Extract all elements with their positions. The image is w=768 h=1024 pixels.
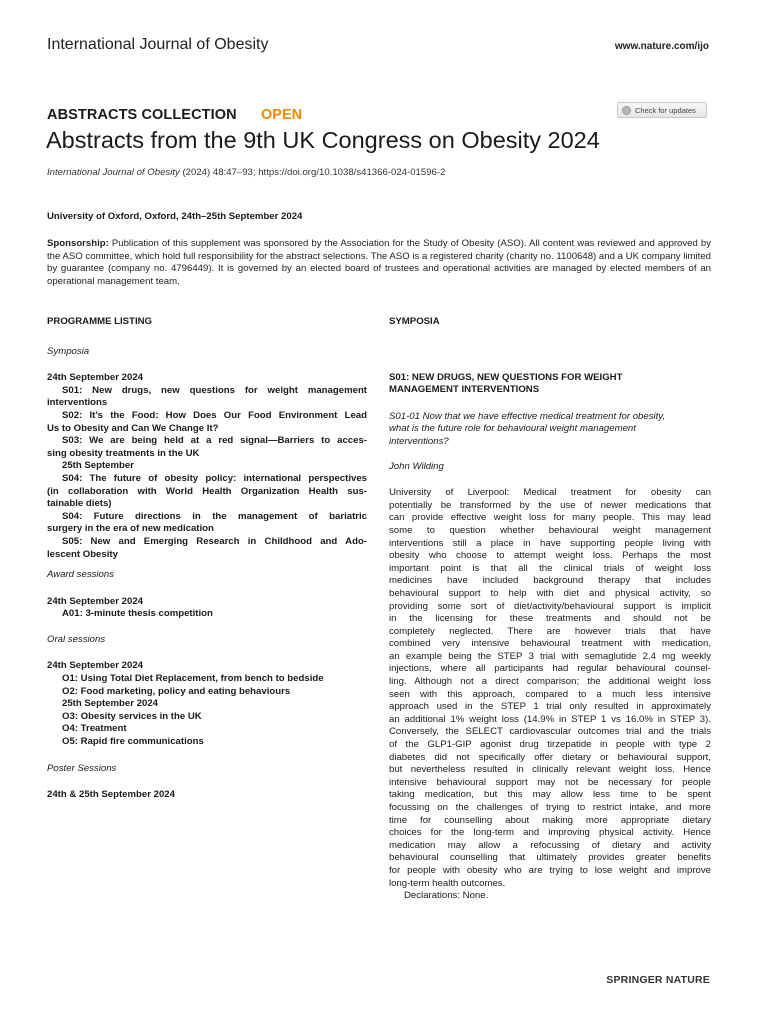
abstract-body-line: completely neglected. There are however trials that have [389,625,711,637]
collection-label: ABSTRACTS COLLECTION [47,107,237,123]
abstract-body-line: injections, where all participants had regular behavioural counsel- [389,663,711,675]
abstract-body [389,487,711,890]
symposia-date-1: 24th September 2024 [47,372,143,384]
abstract-body-line: seen with this approach, compared to a much less intensive [389,688,711,700]
programme-item-s05-cont: lescent Obesity [47,548,118,560]
abstract-body-line: of the GLP1-GIP agonist drug tirzepatide in people with type 2 [389,739,711,751]
check-for-updates-button[interactable] [617,102,707,118]
s01-heading-line2: MANAGEMENT INTERVENTIONS [389,384,540,396]
abstract-body-line: time for counselling about making more appropriate dietary [389,814,711,826]
programme-item-o4: O4: Treatment [62,723,127,735]
abstract-body-line: for people with obesity who are trying to lose weight and improve [389,864,711,876]
sponsorship-label: Sponsorship: [47,238,109,249]
symposia-label: Symposia [47,345,90,357]
publisher-logo [606,974,710,986]
poster-date: 24th & 25th September 2024 [47,789,175,801]
page-title: Abstracts from the 9th UK Congress on Obesity 2024 [46,127,600,153]
declarations: Declarations: None. [404,890,489,902]
abstract-body-line: approach used in the STEP 1 trial only resulted in approximately [389,701,711,713]
programme-item-s04-policy: S04: The future of obesity policy: international perspectives [62,472,367,484]
poster-sessions-label: Poster Sessions [47,762,117,774]
abstract-body-line: in the licensing for these treatments and should not be [389,613,711,625]
journal-name[interactable]: International Journal of Obesity [47,36,269,53]
citation [47,167,445,178]
abstract-body-line: providing some sort of diet/activity/behavioural support is implicit [389,600,711,612]
abstract-body-line: behavioural support to help with diet and physical activity, so [389,587,711,599]
citation-doi[interactable]: (2024) 48:47–93; https://doi.org/10.1038/s41366-024-01596-2 [179,167,446,178]
journal-url-link[interactable]: www.nature.com/ijo [614,41,709,52]
award-date: 24th September 2024 [47,595,143,607]
abstract-body-line: University of Liverpool: Medical treatment for obesity can [389,487,711,499]
publisher-name: SPRINGER NATURE [606,974,710,986]
abstract-body-line: diabetes did not specifically offer dietary or behavioural support, [389,751,711,763]
citation-journal: International Journal of Obesity [47,167,180,178]
programme-item-s04-bariatric: S04: Future directions in the management of bariatric [62,510,367,522]
abstract-body-line: combined very intensive behavioural treatment with medication, [389,638,711,650]
oral-date-1: 24th September 2024 [47,660,143,672]
programme-item-o5: O5: Rapid fire communications [62,736,204,748]
abstract-body-line: medication may allow a refocussing of dietary and activity [389,839,711,851]
oral-date-2: 25th September 2024 [62,698,158,710]
programme-item-s04-policy-cont: (in collaboration with World Health Organization Health sus- [47,485,367,497]
abstract-body-line: taking medication, but this may allow less time to be spent [389,789,711,801]
abstract-body-line: but nevertheless resulted in clinically relevant weight loss. Hence [389,764,711,776]
abstract-title-line1: S01-01 Now that we have effective medical treatment for obesity, [389,410,666,422]
s01-heading-line1: S01: NEW DRUGS, NEW QUESTIONS FOR WEIGHT [389,371,623,383]
abstract-body-line: Conversely, the SELECT cardiovascular outcomes trial and the trials [389,726,711,738]
symposia-date-2: 25th September [62,460,134,472]
congress-location: University of Oxford, Oxford, 24th–25th September 2024 [47,211,303,222]
oral-sessions-label: Oral sessions [47,633,106,645]
abstract-body-line: potentially be transformed by the use of newer medications that [389,499,711,511]
abstract-body-line: intensive behavioural support may not be necessary for people [389,776,711,788]
abstract-body-line: ling. Although not a direct comparison; the additional weight loss [389,676,711,688]
programme-item-o1: O1: Using Total Diet Replacement, from bench to bedside [62,673,324,685]
symposia-heading: SYMPOSIA [389,316,440,327]
abstract-body-line: some to question whether behavioural weight management [389,524,711,536]
sponsorship-paragraph [47,238,711,288]
abstract-body-line: medicines have included background therapy that includes [389,575,711,587]
check-updates-icon [622,106,631,115]
abstract-author: John Wilding [389,460,444,472]
programme-item-s01-cont: interventions [47,397,108,409]
programme-item-s05: S05: New and Emerging Research in Childhood and Ado- [62,535,367,547]
abstract-body-line: choices for the long-term and improving physical activity. Hence [389,827,711,839]
programme-item-s04-bariatric-cont: surgery in the era of new medication [47,523,214,535]
programme-item-s02: S02: It’s the Food: How Does Our Food Environment Lead [62,409,367,421]
abstract-body-line: focussing on the challenges of trying to restrict intake, and more [389,802,711,813]
abstract-title-line3: interventions? [389,435,449,447]
abstract-title-line2: what is the future role for behavioural weight management [389,423,636,435]
programme-item-s02-cont: Us to Obesity and Can We Change It? [47,422,219,434]
abstract-body-line: interventions still a place in have supporting people living with [389,537,711,549]
sponsorship-text: Publication of this supplement was sponsored by the Association for the Study of Obesity (ASO). All content was reviewed and approved by the ASO committee, which hold full responsibility for the abstract selections. The ASO is a registered charity (charity no. 1100648) and a UK company limited by guarantee (company no. 4796449). It is governed by an elected board of trustees and operational activities are managed by elected members of an operational management team. [47,238,711,287]
abstract-body-line: an example being the STEP 3 trial with semaglutide 2.4 mg weekly [389,650,711,662]
programme-listing-column [47,316,367,802]
abstract-body-line: can provide effective weight loss for many people. This may lead [389,512,711,524]
programme-item-s01: S01: New drugs, new questions for weight management [62,384,367,396]
symposia-column [389,316,711,903]
abstract-body-line: obesity who choose to attempt weight loss. Perhaps the most [389,550,711,562]
programme-heading: PROGRAMME LISTING [47,316,152,327]
programme-item-o2: O2: Food marketing, policy and eating behaviours [62,685,291,697]
programme-item-s03-cont: sing obesity treatments in the UK [47,447,200,459]
abstract-body-line: an additional 1% weight loss (14.9% in STEP 1 vs 16.0% in STEP 3). [389,713,711,725]
open-access-badge: OPEN [261,107,303,123]
abstract-body-line: behavioural counselling that ultimately provides greater benefits [389,852,711,864]
programme-item-s04-policy-cont2: tainable diets) [47,498,112,510]
programme-item-s03: S03: We are being held at a red signal—Barriers to acces- [62,435,367,447]
abstract-body-line: important point is that all the clinical trials of weight loss [389,562,711,574]
programme-item-a01: A01: 3-minute thesis competition [62,608,213,620]
programme-item-o3: O3: Obesity services in the UK [62,710,202,722]
check-updates-label: Check for updates [635,105,696,115]
award-sessions-label: Award sessions [47,569,115,581]
abstract-body-last-line: long-term health outcomes. [389,877,506,889]
